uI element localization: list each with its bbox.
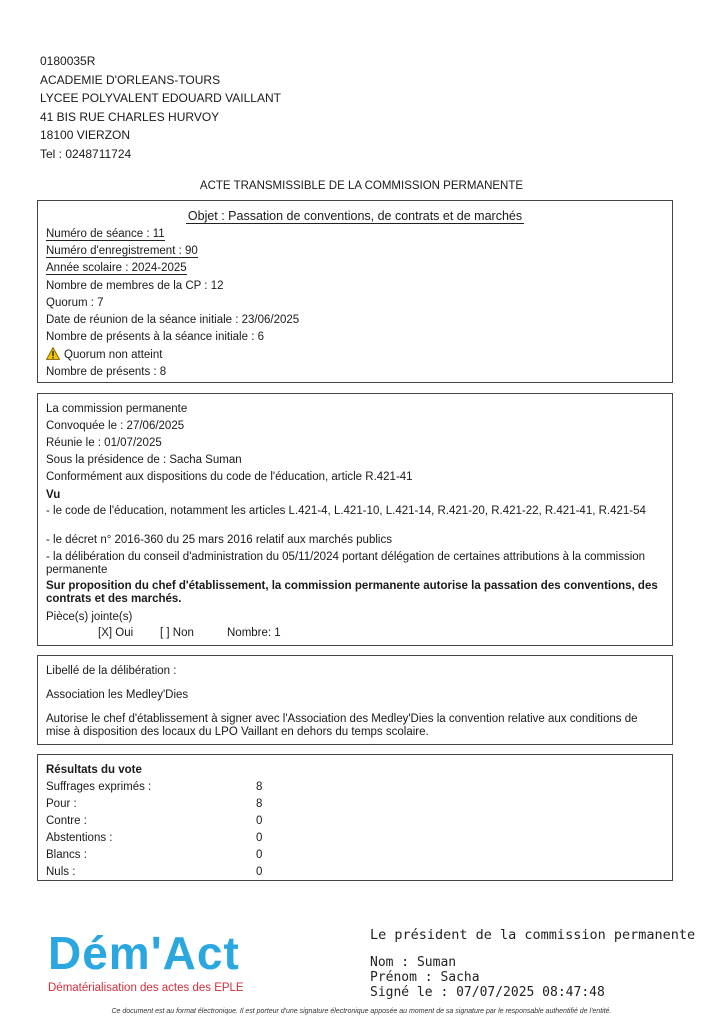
logo-text: Dém'Act bbox=[48, 927, 240, 979]
footnote: Ce document est au format électronique. Il est porteur d'une signature électronique apposée au moment de sa signature par le responsable authentifié de l'entité. bbox=[111, 1008, 612, 1015]
vu-item: - le décret n° 2016-360 du 25 mars 2016 relatif aux marchés publics bbox=[46, 534, 392, 546]
libelle-label: Libellé de la délibération : bbox=[46, 665, 177, 677]
conformement: Conformément aux dispositions du code de l'éducation, article R.421-41 bbox=[46, 471, 413, 483]
numero-enregistrement: Numéro d'enregistrement : 90 bbox=[46, 245, 198, 257]
date-reunion: Date de réunion de la séance initiale : 23/06/2025 bbox=[46, 314, 300, 326]
vote-box: Résultats du vote Suffrages exprimés : 8 Pour : 8 Contre : 0 Abstentions : 0 Blancs : 0 Nuls : 0 bbox=[37, 754, 673, 881]
quorum-status-row bbox=[46, 347, 162, 363]
presidence: Sous la présidence de : Sacha Suman bbox=[46, 454, 242, 466]
school-address bbox=[40, 52, 281, 164]
president-nom: Nom : Suman bbox=[370, 955, 457, 970]
nombre-presents: Nombre de présents : 8 bbox=[46, 366, 167, 378]
warning-triangle-icon bbox=[46, 347, 60, 363]
pieces-jointes-label: Pièce(s) jointe(s) bbox=[46, 611, 133, 623]
pieces-non: [ ] Non bbox=[160, 627, 194, 639]
street-address: 41 BIS RUE CHARLES HURVOY bbox=[40, 109, 220, 124]
demact-logo bbox=[48, 927, 244, 994]
phone: Tel : 0248711724 bbox=[40, 146, 132, 161]
vu-item: - le code de l'éducation, notamment les articles L.421-4, L.421-10, L.421-14, R.421-20, R.421-22, R.421-41, R.421-54 bbox=[46, 505, 646, 517]
vu-item: - la délibération du conseil d'administration du 05/11/2024 portant délégation de certaines attributions à la commission permanente bbox=[46, 551, 646, 576]
president-signature bbox=[370, 927, 695, 1000]
logo-subtitle: Dématérialisation des actes des EPLE bbox=[48, 982, 244, 994]
commission-intro: La commission permanente bbox=[46, 403, 188, 415]
seance-info-box bbox=[37, 200, 673, 383]
quorum-status: Quorum non atteint bbox=[64, 349, 163, 361]
vu-heading: Vu bbox=[46, 489, 61, 501]
president-prenom: Prénom : Sacha bbox=[370, 970, 480, 985]
annee-scolaire: Année scolaire : 2024-2025 bbox=[46, 262, 187, 274]
proposition: Sur proposition du chef d'établissement, la commission permanente autorise la passation des conventions, des contrats et des marchés. bbox=[46, 580, 658, 605]
convoquee: Convoquée le : 27/06/2025 bbox=[46, 420, 185, 432]
objet-heading: Objet : Passation de conventions, de contrats et de marchés bbox=[187, 209, 523, 223]
numero-seance: Numéro de séance : 11 bbox=[46, 228, 165, 240]
signature-date: Signé le : 07/07/2025 08:47:48 bbox=[370, 985, 605, 1000]
deliberation-text: Autorise le chef d'établissement à signer avec l'Association des Medley'Dies la convention relative aux conditions de mise à disposition des locaux du LPO Vaillant en dehors du temps scolaire. bbox=[46, 713, 638, 738]
pieces-oui: [X] Oui bbox=[98, 627, 134, 639]
association-name: Association les Medley'Dies bbox=[46, 689, 189, 701]
deliberation-box bbox=[37, 655, 673, 745]
reunie: Réunie le : 01/07/2025 bbox=[46, 437, 162, 449]
commission-box bbox=[37, 393, 673, 646]
uai-code: 0180035R bbox=[40, 54, 96, 68]
nombre-presents-initiale: Nombre de présents à la séance initiale : 6 bbox=[46, 331, 264, 343]
president-title: Le président de la commission permanente bbox=[370, 927, 696, 943]
school-name: LYCEE POLYVALENT EDOUARD VAILLANT bbox=[40, 91, 281, 106]
document-title: ACTE TRANSMISSIBLE DE LA COMMISSION PERMANENTE bbox=[199, 180, 524, 192]
nombre-membres: Nombre de membres de la CP : 12 bbox=[46, 280, 224, 292]
vote-title: Résultats du vote bbox=[46, 764, 142, 776]
pieces-nombre: Nombre: 1 bbox=[227, 627, 281, 639]
academie: ACADEMIE D'ORLEANS-TOURS bbox=[40, 72, 221, 87]
quorum: Quorum : 7 bbox=[46, 297, 104, 309]
city: 18100 VIERZON bbox=[40, 128, 131, 143]
